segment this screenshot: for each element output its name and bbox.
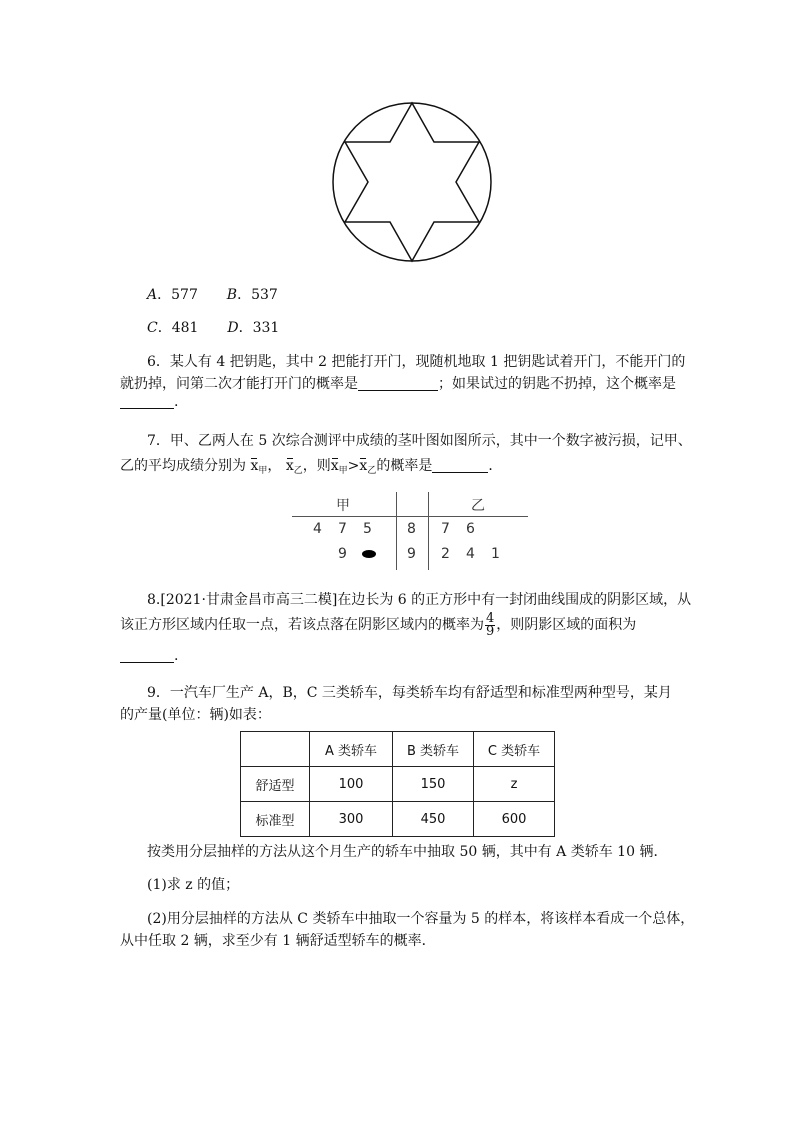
- table-cell: z: [474, 767, 555, 802]
- fraction-denominator: 9: [486, 623, 495, 639]
- gt-sign: >: [347, 458, 360, 474]
- x-bar-jia-2: x: [330, 458, 339, 474]
- leaf-right: 6: [466, 521, 475, 537]
- table-cell: 100: [310, 767, 393, 802]
- x-bar-yi-2: x: [359, 458, 368, 474]
- q7-text-a: 乙的平均成绩分别为: [120, 458, 246, 474]
- sub-jia: 甲: [258, 466, 268, 476]
- sub-jia-2: 甲: [338, 466, 348, 476]
- q8-line-2: [120, 608, 636, 642]
- stem-leaf-vline-left: [396, 492, 397, 570]
- q8-answer-blank[interactable]: [120, 648, 174, 663]
- q5-options-row-2: C．481 D．331: [147, 320, 280, 336]
- sub-yi-2: 乙: [367, 466, 377, 476]
- q6-line-3: [120, 394, 178, 410]
- q8-text-a: 该正方形区域内任取一点，若该点落在阴影区域内的概率为: [120, 617, 484, 633]
- smudged-digit-blot: [362, 550, 376, 558]
- q5-options-row-1: A．577 B．537: [147, 287, 278, 303]
- leaf-right: 2: [441, 546, 450, 562]
- figure-circle: [333, 103, 491, 261]
- option-b-letter: B: [226, 287, 238, 303]
- q8-end: .: [174, 648, 179, 664]
- q7-then: ，则: [302, 458, 331, 474]
- q6-line-1: 6．某人有 4 把钥匙，其中 2 把能打开门，现随机地取 1 把钥匙试着开门，不能开门的: [147, 354, 686, 370]
- header-jia: 甲: [336, 498, 350, 514]
- option-d-value: 331: [252, 320, 280, 336]
- stem-value: 9: [407, 546, 416, 562]
- q6-text-b: ；如果试过的钥匙不扔掉，这个概率是: [438, 376, 676, 392]
- stem-value: 8: [407, 521, 416, 537]
- q6-answer-blank-2[interactable]: [120, 394, 174, 409]
- table-row-label: 舒适型: [241, 767, 310, 802]
- option-a-letter: A: [147, 287, 158, 303]
- fraction-numerator: 4: [486, 610, 495, 626]
- q9-part-2-line-1: (2)用分层抽样的方法从 C 类轿车中抽取一个容量为 5 的样本，将该样本看成一个总体，: [147, 911, 695, 927]
- q9-part-2-line-2: 从中任取 2 辆，求至少有 1 辆舒适型轿车的概率．: [120, 933, 436, 949]
- table-cell: 600: [474, 802, 555, 837]
- fraction-4-9: [485, 610, 495, 639]
- q8-line-1: 8.[2021·甘肃金昌市高三二模]在边长为 6 的正方形中有一封闭曲线围成的阴影区域，从: [147, 592, 692, 608]
- table-cell: 300: [310, 802, 393, 837]
- stem-leaf-vline-right: [428, 492, 429, 570]
- table-row: [241, 802, 555, 837]
- q8-line-3: [120, 648, 178, 664]
- stem-leaf-hline: [292, 516, 528, 517]
- table-row: [241, 767, 555, 802]
- option-a-value: 577: [171, 287, 198, 303]
- q9-line-2: 的产量(单位：辆)如表：: [120, 707, 271, 723]
- q7-answer-blank[interactable]: [432, 458, 488, 473]
- star-in-circle-figure: [330, 100, 494, 264]
- q9-part-1: (1)求 z 的值；: [147, 877, 240, 893]
- table-row-label: 标准型: [241, 802, 310, 837]
- q7-comma: ，: [267, 458, 282, 474]
- option-c-value: 481: [171, 320, 199, 336]
- q9-after-table: 按类用分层抽样的方法从这个月生产的轿车中抽取 50 辆，其中有 A 类轿车 10 辆．: [147, 844, 668, 860]
- table-header-row: [241, 732, 555, 767]
- option-d-letter: D: [227, 320, 239, 336]
- q6-end: .: [174, 394, 179, 410]
- leaf-left: 7: [338, 521, 347, 537]
- q7-line-2: [120, 455, 502, 476]
- q7-period: ．: [488, 458, 503, 474]
- figure-hexagram: [345, 103, 479, 261]
- leaf-right: 4: [466, 546, 475, 562]
- leaf-left: 4: [313, 521, 322, 537]
- q6-answer-blank-1[interactable]: [358, 376, 438, 391]
- q6-text-a: 就扔掉，问第二次才能打开门的概率是: [120, 376, 358, 392]
- q8-text-b: ，则阴影区域的面积为: [496, 617, 637, 633]
- option-b-value: 537: [251, 287, 278, 303]
- x-bar-jia: x: [250, 458, 259, 474]
- x-bar-yi: x: [285, 458, 294, 474]
- table-cell: 450: [393, 802, 474, 837]
- table-header-cell: B 类轿车: [393, 732, 474, 767]
- table-cell: [241, 732, 310, 767]
- q9-line-1: 9．一汽车厂生产 A，B，C 三类轿车，每类轿车均有舒适型和标准型两种型号，某月: [147, 685, 672, 701]
- leaf-right: 7: [441, 521, 450, 537]
- table-header-cell: A 类轿车: [310, 732, 393, 767]
- header-yi: 乙: [471, 498, 485, 514]
- q6-line-2: [120, 373, 676, 393]
- q7-line-1: 7．甲、乙两人在 5 次综合测评中成绩的茎叶图如图所示，其中一个数字被污损，记甲、: [147, 433, 692, 449]
- option-c-letter: C: [147, 320, 158, 336]
- sub-yi: 乙: [293, 466, 303, 476]
- leaf-right: 1: [491, 546, 500, 562]
- table-cell: 150: [393, 767, 474, 802]
- production-table: [240, 731, 555, 837]
- table-header-cell: C 类轿车: [474, 732, 555, 767]
- leaf-left: 9: [338, 546, 347, 562]
- leaf-left: 5: [363, 521, 372, 537]
- q7-text-b: 的概率是: [376, 458, 433, 474]
